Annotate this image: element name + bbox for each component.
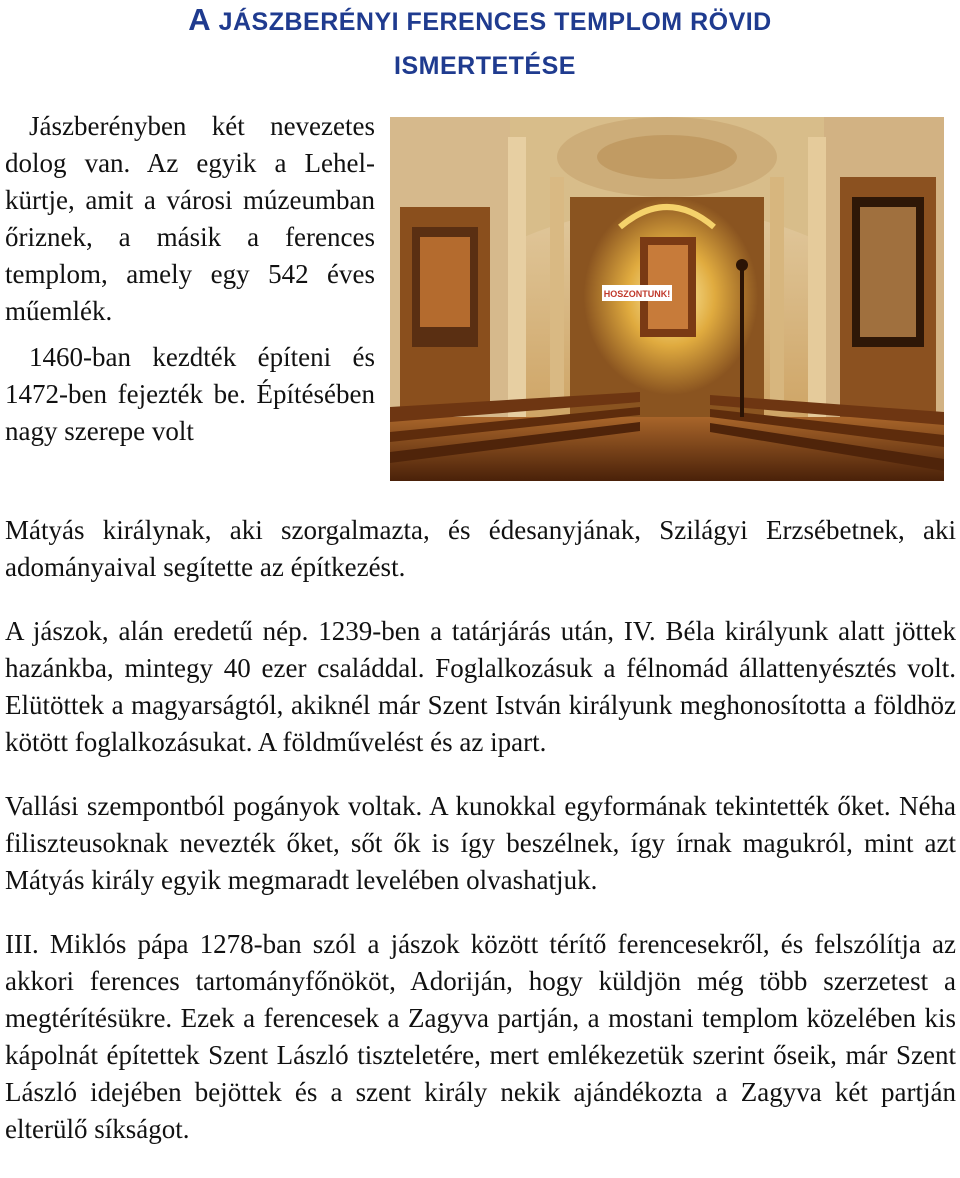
title-rest: JÁSZBERÉNYI FERENCES TEMPLOM RÖVID <box>211 8 772 36</box>
paragraph-5: III. Miklós pápa 1278-ban szól a jászok között térítő ferencesekről, és felszólítja az akkori ferences tartományfőnököt, Adoriján, hogy küldjön még több szerzetest a megtérítésükre. Ezek a ferencesek a Zagyva partján, a mostani templom közelében kis kápolnát építettek Szent László tiszteletére, mert emlékezetük szerint őseik, már Szent László idejében bejöttek és a szent király nekik ajándékozta a Zagyva két partján elterülő síkságot. <box>5 929 956 1144</box>
intro-column <box>5 108 375 450</box>
title-initial: A <box>188 2 212 37</box>
paragraph-2-intro: 1460-ban kezdték építeni és 1472-ben fejezték be. Építésében nagy szerepe volt <box>5 342 375 446</box>
church-interior-photo <box>390 117 944 481</box>
page-title-line-1 <box>0 2 960 38</box>
page-title-line-2: ISMERTETÉSE <box>394 52 576 80</box>
paragraph-4: Vallási szempontból pogányok voltak. A kunokkal egyformának tekintették őket. Néha filiszteusoknak nevezték őket, sőt ők is így beszélnek, így írnak magukról, mint azt Mátyás király egyik megmaradt levelében olvashatjuk. <box>5 791 956 895</box>
main-text-column <box>5 485 956 1175</box>
paragraph-1: Jászberényben két nevezetes dolog van. Az egyik a Lehel-kürtje, amit a városi múzeumban őriznek, a másik a ferences templom, amely egy 542 éves műemlék. <box>5 111 375 326</box>
paragraph-3: A jászok, alán eredetű nép. 1239-ben a tatárjárás után, IV. Béla királyunk alatt jöttek hazánkba, mintegy 40 ezer családdal. Foglalkozásuk a félnomád állattenyésztés volt. Elütöttek a magyarságtól, akiknél már Szent István királyunk meghonosította a földhöz kötött foglalkozásukat. A földművelést és az ipart. <box>5 616 956 757</box>
banner-text: HOSZONTUNK! <box>603 289 671 299</box>
paragraph-2-continued: Mátyás királynak, aki szorgalmazta, és édesanyjának, Szilágyi Erzsébetnek, aki adományaival segítette az építkezést. <box>5 515 956 582</box>
